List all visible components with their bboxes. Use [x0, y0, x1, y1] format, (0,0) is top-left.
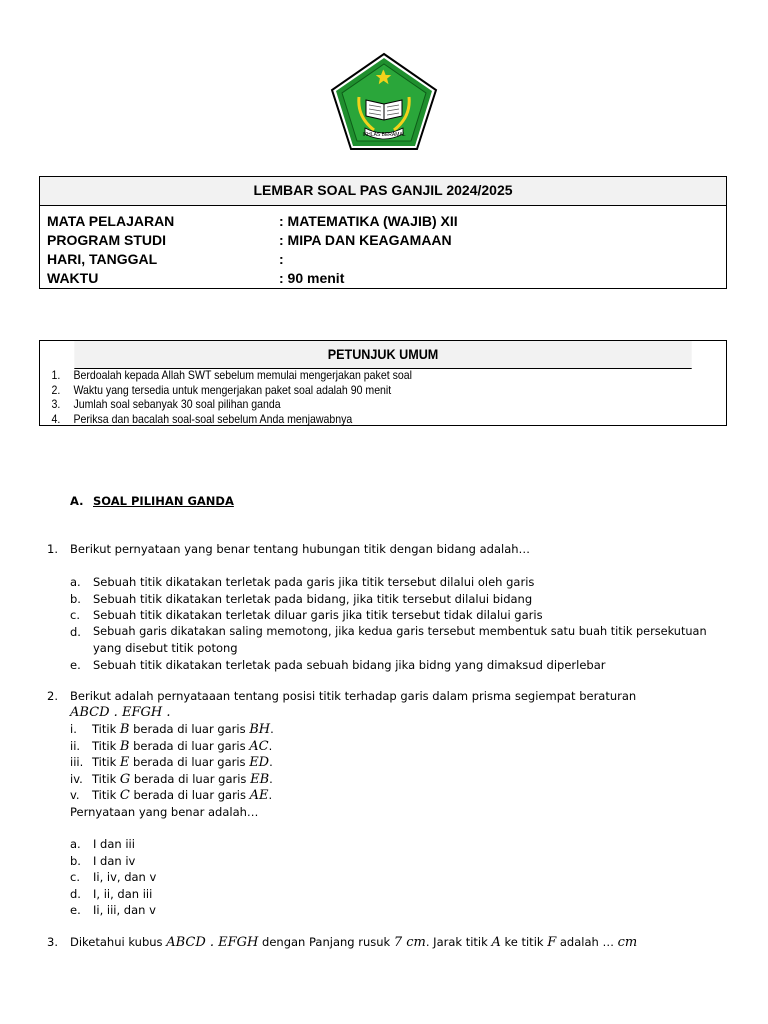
statement: Titik C berada di luar garis AE.	[92, 788, 273, 803]
info-value-date: :	[279, 251, 284, 267]
question-text: Berikut adalah pernyataaan tentang posisi titik terhadap garis dalam prisma segiempat beraturan	[70, 689, 637, 703]
question-number: 1.	[47, 542, 58, 556]
question-text: Berikut pernyataan yang benar tentang hubungan titik dengan bidang adalah…	[70, 542, 531, 556]
statement-numeral: v.	[70, 788, 80, 802]
info-label-date: HARI, TANGGAL	[47, 251, 158, 267]
option-text: Ii, iii, dan v	[93, 903, 156, 917]
option-letter: a.	[70, 575, 81, 589]
document-title: LEMBAR SOAL PAS GANJIL 2024/2025	[40, 177, 726, 206]
logo-motto: IKHLAS BERAMAL	[362, 132, 406, 138]
question-text: Diketahui kubus ABCD . EFGH dengan Panjang rusuk 7 cm. Jarak titik A ke titik F adalah … cm	[70, 935, 638, 950]
option-text: Sebuah titik dikatakan terletak pada bidang, jika titik tersebut dilalui bidang	[93, 591, 533, 606]
option-letter: e.	[70, 903, 81, 917]
header-box	[39, 176, 727, 289]
statement-numeral: ii.	[70, 738, 81, 753]
info-value-program: : MIPA DAN KEAGAMAAN	[279, 232, 452, 248]
option-letter: e.	[70, 657, 81, 672]
option-text: I dan iv	[93, 853, 136, 868]
section-letter: A.	[70, 494, 84, 508]
option-text: I, ii, dan iii	[93, 886, 153, 901]
option-text: Sebuah titik dikatakan terletak diluar garis jika titik tersebut tidak dilalui garis	[93, 608, 543, 622]
instructions-title: PETUNJUK UMUM	[74, 341, 691, 369]
statement: Titik B berada di luar garis BH.	[92, 722, 274, 737]
section-title: SOAL PILIHAN GANDA	[93, 494, 234, 508]
info-label-time: WAKTU	[47, 270, 99, 286]
option-letter: b.	[70, 853, 81, 868]
option-letter: c.	[70, 870, 80, 884]
option-text-continued: yang disebut titik potong	[93, 641, 238, 655]
option-letter: d.	[70, 624, 81, 639]
question-number: 3.	[47, 935, 58, 949]
info-value-subject: : MATEMATIKA (WAJIB) XII	[279, 213, 458, 229]
question-number: 2.	[47, 689, 58, 703]
option-text: I dan iii	[93, 837, 135, 851]
option-text: Ii, iv, dan v	[93, 870, 157, 884]
instructions-box: PETUNJUK UMUM 1. Berdoalah kepada Allah SWT sebelum memulai mengerjakan paket soal 2. Waktu yang tersedia untuk mengerjakan paket soal adalah 90 menit 3. Jumlah soal sebanyak 30 soal pilihan ganda 4. Periksa dan bacalah soal-soal sebelum Anda menjawabnya	[39, 340, 727, 426]
option-letter: d.	[70, 886, 81, 901]
prism-name: ABCD . EFGH .	[70, 705, 171, 720]
school-logo	[329, 52, 439, 152]
statement-numeral: iii.	[70, 755, 84, 769]
option-letter: a.	[70, 837, 81, 851]
info-label-subject: MATA PELAJARAN	[47, 213, 175, 229]
question-prompt: Pernyataan yang benar adalah…	[70, 805, 259, 819]
statement-numeral: i.	[70, 722, 77, 736]
info-value-time: : 90 menit	[279, 270, 345, 286]
statement: Titik G berada di luar garis EB.	[92, 771, 273, 787]
option-text: Sebuah garis dikatakan saling memotong, jika kedua garis tersebut membentuk satu buah titik persekutuan	[93, 624, 707, 638]
statement: Titik E berada di luar garis ED.	[92, 755, 273, 770]
statement: Titik B berada di luar garis AC.	[92, 738, 273, 754]
statement-numeral: iv.	[70, 771, 83, 786]
option-text: Sebuah titik dikatakan terletak pada garis jika titik tersebut dilalui oleh garis	[93, 575, 535, 589]
option-letter: b.	[70, 591, 81, 606]
option-text: Sebuah titik dikatakan terletak pada sebuah bidang jika bidng yang dimaksud diperlebar	[93, 657, 606, 672]
info-label-program: PROGRAM STUDI	[47, 232, 166, 248]
option-letter: c.	[70, 608, 80, 622]
